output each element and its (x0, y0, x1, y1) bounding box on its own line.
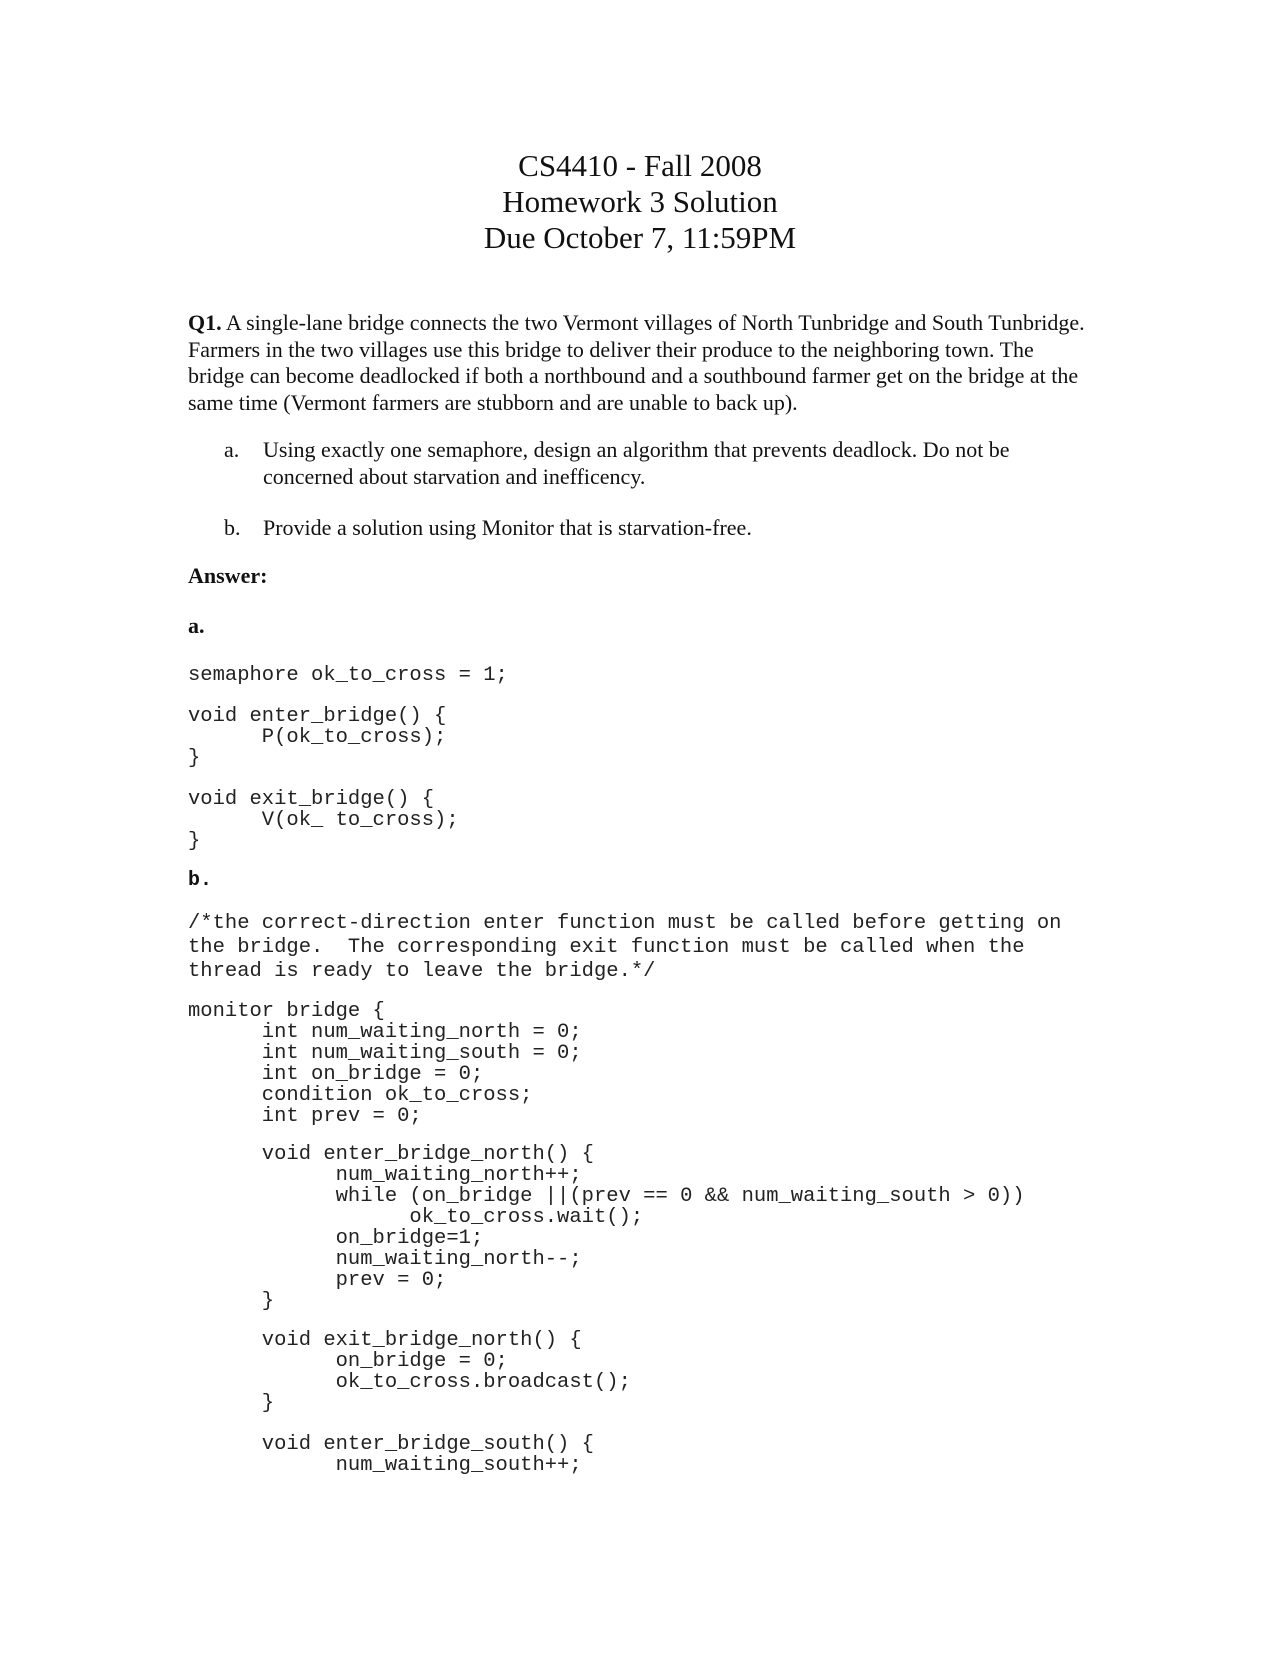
part-b-heading: b. (188, 869, 213, 892)
item-text: Using exactly one semaphore, design an algorithm that prevents deadlock. Do not be concerned about starvation and inefficency. (263, 437, 1010, 489)
exit-bridge-north-function: void exit_bridge_north() { on_bridge = 0; ok_to_cross.broadcast(); } (261, 1329, 631, 1415)
enter-bridge-function: void enter_bridge() { P(ok_to_cross); } (188, 705, 447, 770)
answer-heading: Answer: (188, 563, 268, 588)
item-letter: b. (224, 515, 241, 540)
item-text: Provide a solution using Monitor that is starvation-free. (263, 515, 752, 540)
question-label: Q1. (188, 310, 222, 335)
semaphore-declaration: semaphore ok_to_cross = 1; (188, 664, 508, 687)
monitor-declaration: monitor bridge { int num_waiting_north = 0; int num_waiting_south = 0; int on_bridge = 0; condition ok_to_cross; int prev = 0; (188, 1000, 582, 1128)
code-comment: /*the correct-direction enter function must be called before getting on the bridge. The corresponding exit function must be called when the thread is ready to leave the bridge.*/ (188, 912, 1062, 983)
question-text: A single-lane bridge connects the two Vermont villages of North Tunbridge and South Tunbridge. Farmers in the two villages use this bridge to deliver their produce to the neighboring town. The bridge can become deadlocked if both a northbound and a southbound farmer get on the bridge at the same time (Vermont farmers are stubborn and are unable to back up). (188, 310, 1085, 415)
enter-bridge-south-function: void enter_bridge_south() { num_waiting_south++; (261, 1433, 594, 1477)
enter-bridge-north-function: void enter_bridge_north() { num_waiting_north++; while (on_bridge ||(prev == 0 && num_waiting_south > 0)) ok_to_cross.wait(); on_bridge=1; num_waiting_north--; prev = 0; } (261, 1143, 1025, 1313)
course-title: CS4410 - Fall 2008 (518, 148, 762, 183)
part-a-heading: a. (188, 613, 205, 638)
question-paragraph (188, 310, 1093, 416)
document-title (0, 148, 1280, 256)
exit-bridge-function: void exit_bridge() { V(ok_ to_cross); } (188, 788, 459, 853)
item-letter: a. (224, 437, 240, 462)
due-date: Due October 7, 11:59PM (483, 220, 797, 255)
assignment-title: Homework 3 Solution (502, 184, 778, 219)
